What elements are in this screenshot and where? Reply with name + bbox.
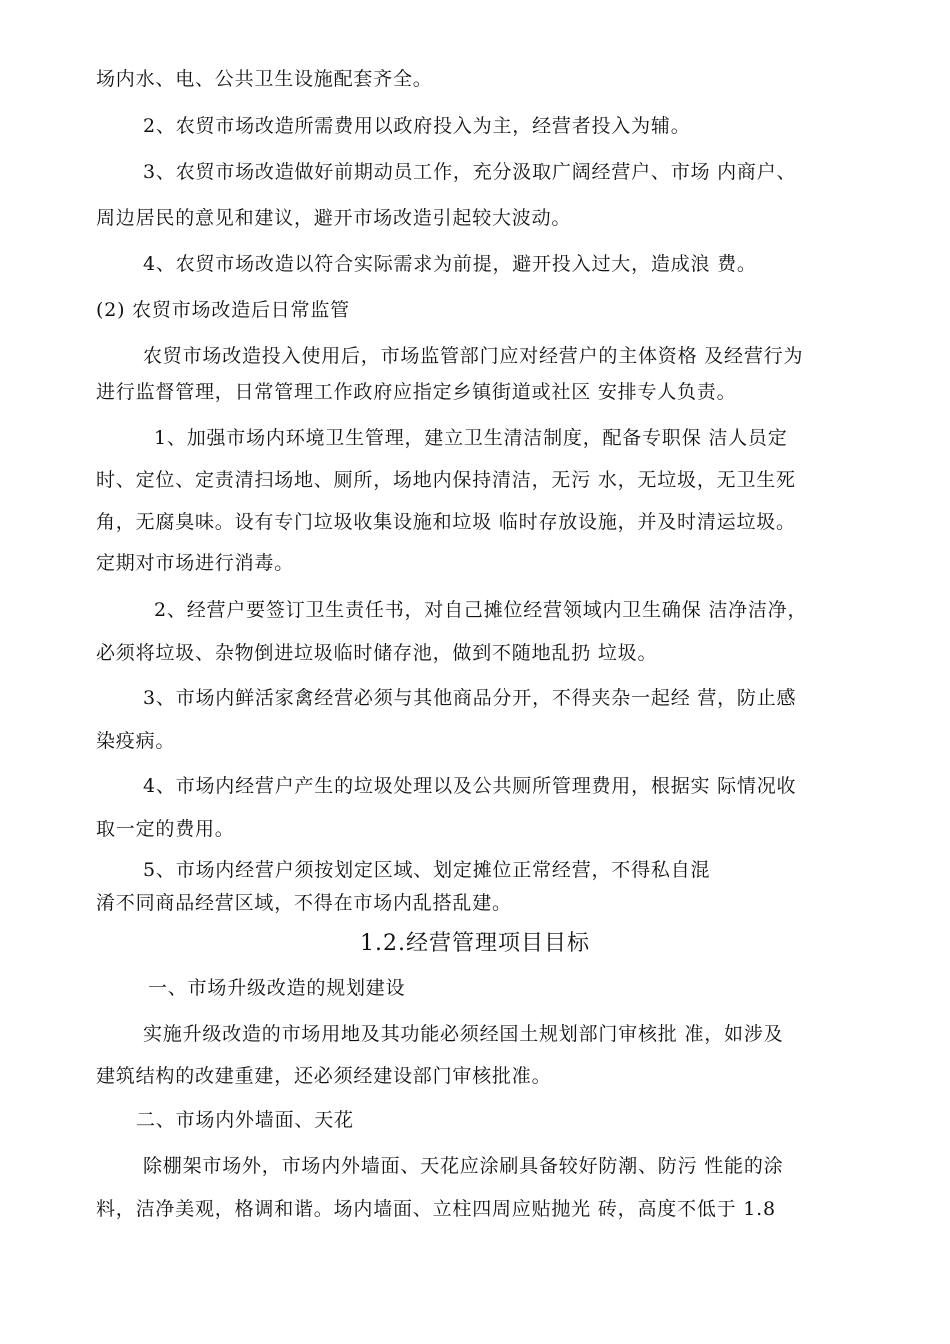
text-line: 场内水、电、公共卫生设施配套齐全。 <box>96 68 433 90</box>
text-line: 3、农贸市场改造做好前期动员工作，充分汲取广阔经营户、市场 内商户、 <box>143 161 797 183</box>
text-line: 进行监督管理，日常管理工作政府应指定乡镇街道或社区 安排专人负责。 <box>96 381 737 403</box>
text-line: 实施升级改造的市场用地及其功能必须经国土规划部门审核批 准，如涉及 <box>143 1023 784 1045</box>
text-line: 二、市场内外墙面、天花 <box>136 1109 354 1131</box>
text-line: 染疫病。 <box>96 730 176 752</box>
text-line: 5、市场内经营户须按划定区域、划定摊位正常经营，不得私自混 <box>143 859 711 881</box>
text-line: 4、农贸市场改造以符合实际需求为前提，避开投入过大，造成浪 费。 <box>143 253 757 275</box>
text-line: 周边居民的意见和建议，避开市场改造引起较大波动。 <box>96 207 572 229</box>
text-line: 除棚架市场外，市场内外墙面、天花应涂刷具备较好防潮、防污 性能的涂 <box>143 1155 784 1177</box>
text-line: 取一定的费用。 <box>96 818 235 840</box>
section-subheading: (2) 农贸市场改造后日常监管 <box>96 299 350 321</box>
text-line: 2、农贸市场改造所需费用以政府投入为主，经营者投入为辅。 <box>143 115 691 137</box>
text-line: 角，无腐臭味。设有专门垃圾收集设施和垃圾 临时存放设施，并及时清运垃圾。 <box>96 511 796 533</box>
text-line: 必须将垃圾、杂物倒进垃圾临时储存池，做到不随地乱扔 垃圾。 <box>96 642 658 664</box>
text-line: 一、市场升级改造的规划建设 <box>148 977 406 999</box>
section-heading: 1.2.经营管理项目目标 <box>360 931 590 956</box>
text-line: 2、经营户要签订卫生责任书，对自己摊位经营领域内卫生确保 洁净洁净， <box>154 599 808 621</box>
text-line: 农贸市场改造投入使用后，市场监管部门应对经营户的主体资格 及经营行为 <box>143 345 804 367</box>
text-line: 料，洁净美观，格调和谐。场内墙面、立柱四周应贴抛光 砖，高度不低于 1.8 <box>96 1198 776 1220</box>
text-line: 时、定位、定责清扫场地、厕所，场地内保持清洁，无污 水，无垃圾，无卫生死 <box>96 469 796 491</box>
text-line: 1、加强市场内环境卫生管理，建立卫生清洁制度，配备专职保 洁人员定 <box>154 427 788 449</box>
text-line: 建筑结构的改建重建，还必须经建设部门审核批准。 <box>96 1065 552 1087</box>
text-line: 淆不同商品经营区域，不得在市场内乱搭乱建。 <box>96 892 512 914</box>
text-line: 定期对市场进行消毒。 <box>96 552 295 574</box>
text-line: 3、市场内鲜活家禽经营必须与其他商品分开，不得夹杂一起经 营，防止感 <box>143 687 797 709</box>
text-line: 4、市场内经营户产生的垃圾处理以及公共厕所管理费用，根据实 际情况收 <box>143 775 797 797</box>
